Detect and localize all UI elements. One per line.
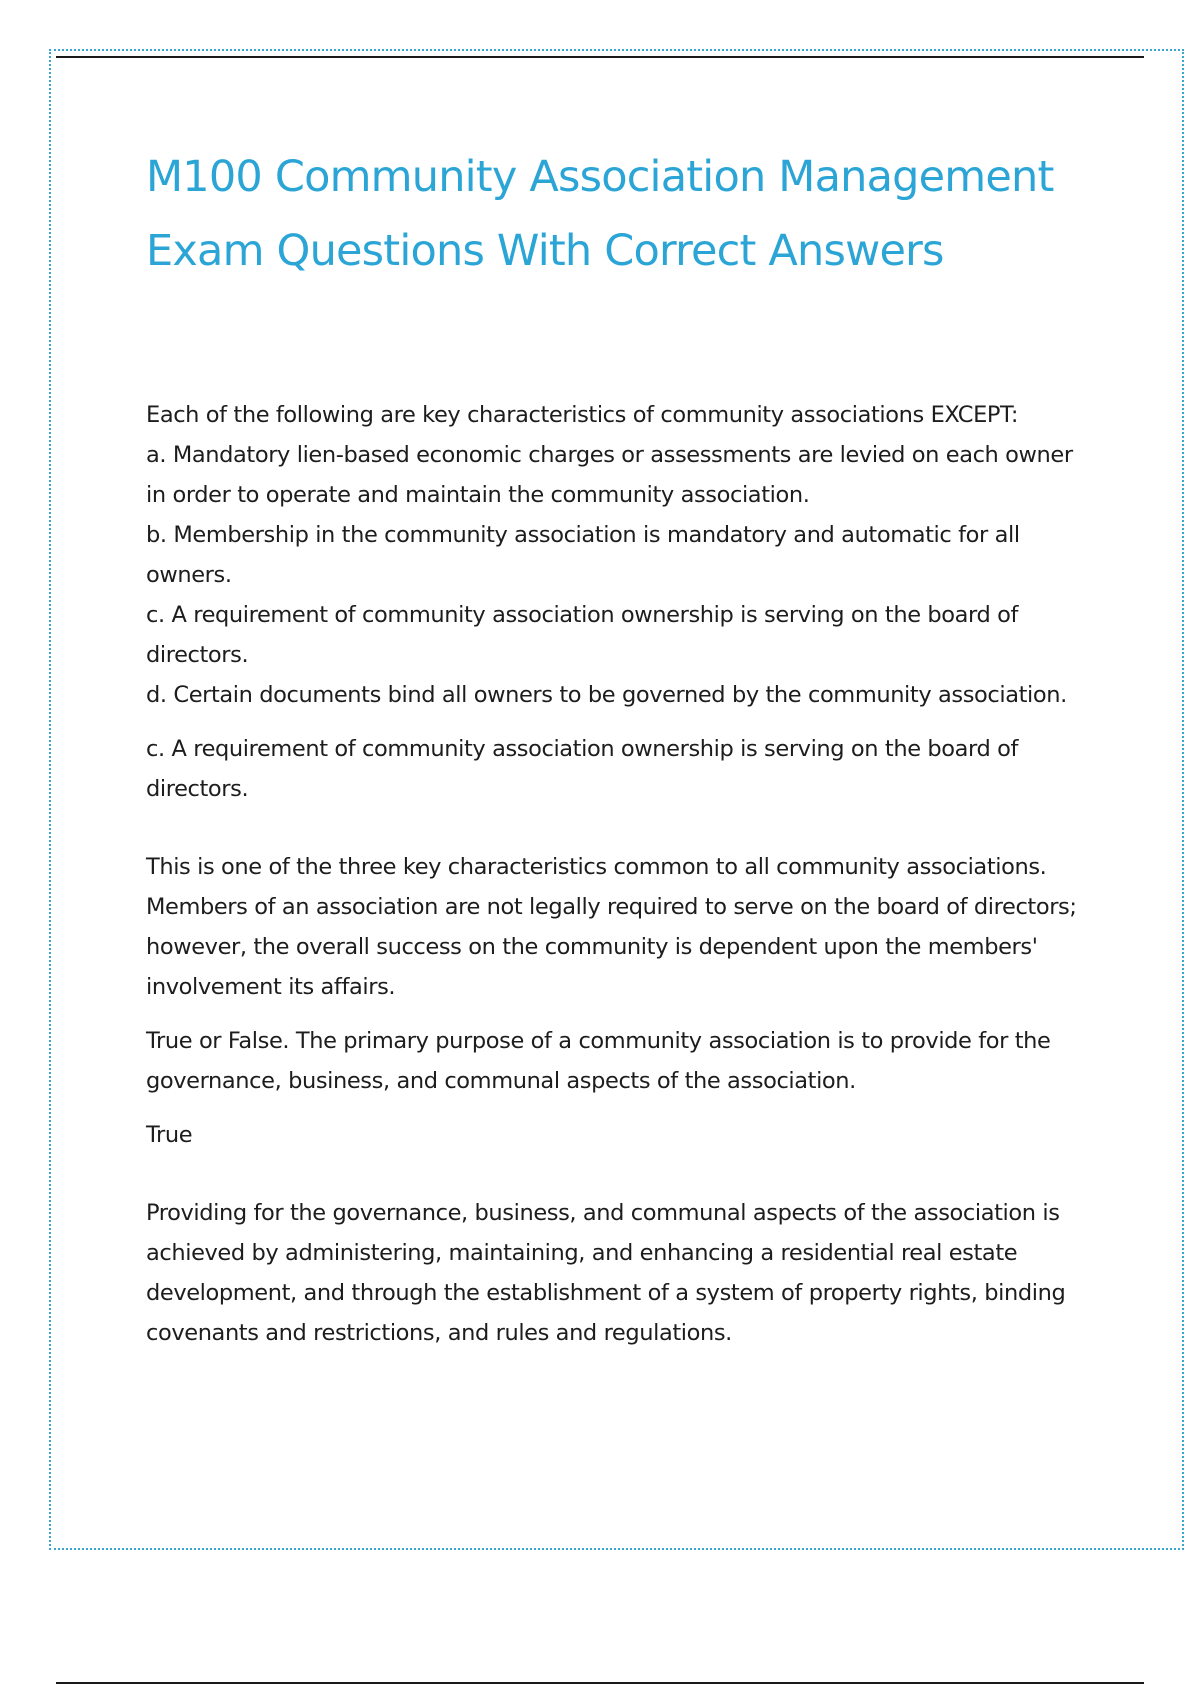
question-1-option-a: a. Mandatory lien-based economic charges or assessments are levied on each owner in order to operate and maintain the community association.: [146, 442, 1073, 508]
question-1-option-b: b. Membership in the community association is mandatory and automatic for all owners.: [146, 522, 1020, 588]
question-1-explanation: This is one of the three key characteristics common to all community associations. Members of an association are not legally required to serve on the board of directors; however, the overall success on the community is dependent upon the members' involvement its affairs.: [146, 854, 1077, 1000]
title-line-2: Exam Questions With Correct Answers: [146, 226, 944, 276]
question-2-explanation: Providing for the governance, business, and communal aspects of the association is achieved by administering, maintaining, and enhancing a residential real estate development, and through the establishment of a system of property rights, binding covenants and restrictions, and rules and regulations.: [146, 1200, 1066, 1346]
question-1-option-c: c. A requirement of community association ownership is serving on the board of directors.: [146, 602, 1018, 668]
question-1-answer: c. A requirement of community association ownership is serving on the board of directors.: [146, 736, 1018, 802]
question-1-option-d: d. Certain documents bind all owners to be governed by the community association.: [146, 682, 1067, 708]
document-body: [146, 395, 1096, 1353]
top-rule-divider: [56, 56, 1144, 58]
bottom-rule-divider: [56, 1682, 1144, 1684]
document-title: [146, 140, 1096, 288]
question-2-answer: True: [146, 1122, 193, 1148]
question-1-prompt: Each of the following are key characteristics of community associations EXCEPT:: [146, 402, 1019, 428]
question-2-prompt: True or False. The primary purpose of a community association is to provide for the governance, business, and communal aspects of the association.: [146, 1028, 1051, 1094]
title-line-1: M100 Community Association Management: [146, 152, 1054, 202]
